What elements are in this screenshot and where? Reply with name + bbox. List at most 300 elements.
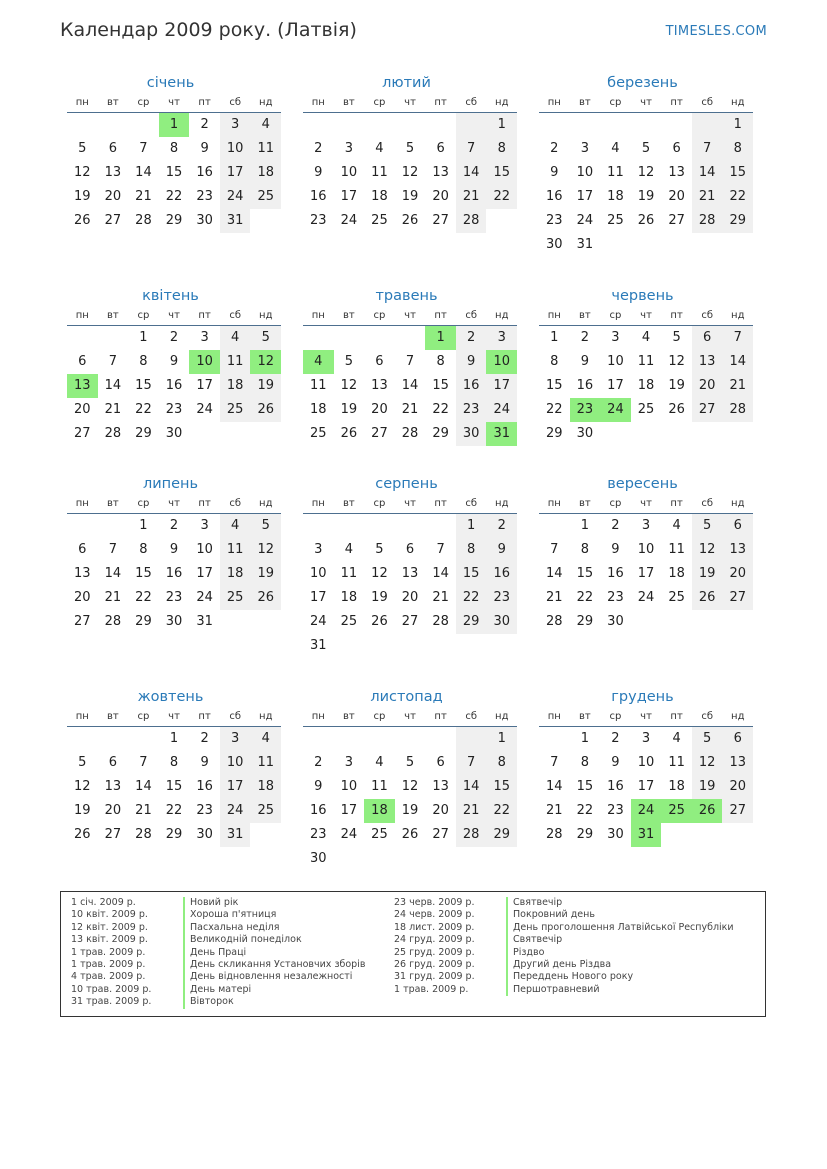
month-6 [532,285,753,446]
day-cell: 19 [250,562,281,586]
week-row [303,847,517,871]
day-cell: 15 [135,378,152,393]
holiday-day: 13 [67,374,98,398]
weekday-label: вт [107,97,119,108]
day-cell: 27 [432,213,449,228]
legend-holiday-name: Покровний день [513,909,595,921]
day-cell: 13 [692,350,723,374]
day-cell: 3 [344,141,353,156]
empty-day [600,113,631,137]
week-row [539,233,753,257]
day-grid [303,514,517,658]
empty-day [334,727,365,751]
legend-date: 23 черв. 2009 р. [394,897,475,908]
week-row [67,562,281,586]
day-cell: 1 [456,514,487,538]
day-cell: 20 [371,402,388,417]
legend-holiday-name: Святвечір [513,897,563,908]
weekday-label: чт [640,97,652,108]
day-cell: 12 [340,378,358,393]
day-cell: 11 [220,538,251,562]
weekday-label: чт [168,310,180,321]
day-grid [539,326,753,446]
day-cell: 24 [340,213,358,228]
day-cell: 6 [692,326,723,350]
week-row [303,350,517,374]
weekday-label: вт [107,310,119,321]
empty-day [364,727,395,751]
day-cell: 4 [611,141,620,156]
week-row [67,398,281,422]
day-cell: 24 [220,799,251,823]
day-cell: 21 [432,590,449,605]
day-cell: 7 [456,751,487,775]
legend-row [394,959,734,971]
day-cell: 17 [637,566,655,581]
empty-day [722,823,753,847]
day-cell: 23 [456,398,487,422]
day-cell: 28 [104,614,122,629]
legend-date: 10 квіт. 2009 р. [71,909,148,921]
day-cell: 8 [456,538,487,562]
day-cell: 14 [692,161,723,185]
weekday-header [539,307,753,326]
week-row [539,823,753,847]
weekday-label: пн [311,711,325,722]
day-cell: 5 [375,542,384,557]
month-9 [532,473,753,634]
day-cell: 19 [401,189,419,204]
empty-day [722,233,753,257]
day-cell: 6 [78,542,87,557]
empty-day [395,634,426,658]
day-cell: 8 [139,354,148,369]
day-cell: 14 [456,775,487,799]
day-cell: 22 [576,590,594,605]
day-cell: 5 [250,514,281,538]
day-cell: 9 [456,350,487,374]
empty-day [486,634,517,658]
day-cell: 21 [401,402,419,417]
empty-day [395,727,426,751]
day-cell: 12 [637,165,655,180]
day-cell: 3 [641,731,651,746]
holiday-marker [506,971,508,983]
empty-day [692,233,723,257]
day-cell: 11 [371,779,388,794]
weekday-label: нд [259,310,273,321]
empty-day [722,422,753,446]
day-cell: 2 [314,755,323,770]
brand-link[interactable]: TIMESLES.COM [665,24,767,39]
day-cell: 11 [637,354,655,369]
day-cell: 17 [637,779,655,794]
empty-day [692,823,723,847]
week-row [303,610,517,634]
weekday-label: ср [137,310,150,321]
day-cell: 27 [74,614,91,629]
day-cell: 30 [310,851,327,866]
legend-date: 12 квіт. 2009 р. [71,921,148,933]
weekday-label: вт [579,97,591,108]
week-row [539,751,753,775]
week-row [539,113,753,137]
legend-row [71,934,365,946]
day-cell: 1 [580,731,589,746]
day-cell: 2 [611,518,620,533]
day-cell: 8 [169,141,179,156]
weekday-label: пн [311,97,325,108]
legend-holiday-name: Хороша п'ятниця [190,909,277,921]
month-name: липень [142,476,199,492]
empty-day [98,113,129,137]
day-cell: 10 [310,566,327,581]
legend-date: 13 квіт. 2009 р. [71,934,148,946]
week-row [67,610,281,634]
week-row [539,422,753,446]
day-cell: 11 [668,755,685,770]
day-cell: 9 [200,141,209,156]
weekday-label: пт [670,97,683,108]
day-cell: 30 [165,614,183,629]
day-cell: 10 [220,137,251,161]
day-cell: 26 [371,614,388,629]
holiday-marker [506,897,508,909]
day-cell: 7 [550,542,559,557]
holiday-marker [506,947,508,959]
day-cell: 5 [78,141,87,156]
empty-day [250,422,281,446]
day-cell: 10 [340,779,358,794]
weekday-label: сб [701,310,714,321]
day-cell: 9 [580,354,589,369]
day-cell: 24 [196,402,213,417]
week-row [303,185,517,209]
day-cell: 1 [139,518,148,533]
month-3 [532,72,753,257]
day-cell: 7 [108,542,117,557]
weekday-label: сб [701,711,714,722]
day-cell: 28 [135,827,152,842]
empty-day [425,514,456,538]
day-cell: 7 [139,755,148,770]
holiday-day: 4 [303,350,334,374]
day-cell: 28 [546,614,563,629]
legend-holiday-name: Вівторок [190,996,234,1008]
day-cell: 25 [250,799,281,823]
empty-day [303,727,334,751]
week-row [539,562,753,586]
day-cell: 28 [456,823,487,847]
weekday-label: пн [547,711,561,722]
weekday-header [67,495,281,514]
day-cell: 29 [486,823,517,847]
holiday-marker [183,996,185,1008]
day-cell: 14 [401,378,419,393]
holiday-day: 1 [425,326,456,350]
day-cell: 5 [692,514,723,538]
week-row [539,137,753,161]
day-cell: 12 [401,165,419,180]
day-cell: 3 [220,727,251,751]
day-cell: 8 [550,354,559,369]
day-cell: 23 [165,402,183,417]
legend-holiday-name: Переддень Нового року [513,971,634,983]
empty-day [722,610,753,634]
day-cell: 30 [546,237,563,252]
empty-day [334,326,365,350]
day-cell: 28 [432,614,449,629]
holiday-marker [183,934,185,946]
weekday-label: ср [373,97,386,108]
day-cell: 7 [139,141,148,156]
week-row [303,586,517,610]
day-cell: 27 [722,586,753,610]
holiday-day: 23 [570,398,601,422]
empty-day [98,727,129,751]
month-name: вересень [607,476,678,492]
weekday-label: нд [495,498,509,509]
week-row [539,538,753,562]
day-cell: 28 [456,209,487,233]
month-8 [296,473,517,658]
day-cell: 19 [371,590,388,605]
month-name: листопад [370,689,443,705]
empty-day [486,209,517,233]
empty-day [395,113,426,137]
day-cell: 13 [74,566,91,581]
week-row [539,727,753,751]
week-row [303,209,517,233]
day-cell: 4 [672,731,681,746]
weekday-header [539,495,753,514]
week-row [67,161,281,185]
day-cell: 5 [344,354,353,369]
week-row [539,586,753,610]
day-cell: 5 [405,755,415,770]
day-cell: 21 [692,185,723,209]
day-cell: 29 [576,614,594,629]
page-title: Календар 2009 року. (Латвія) [60,19,357,41]
day-cell: 6 [375,354,384,369]
day-cell: 15 [486,161,517,185]
weekday-label: сб [229,97,242,108]
holiday-marker [183,897,185,909]
day-cell: 13 [432,779,449,794]
weekday-label: пн [75,711,89,722]
weekday-label: чт [168,498,180,509]
day-cell: 2 [314,141,323,156]
day-cell: 17 [576,189,594,204]
day-cell: 6 [722,727,753,751]
day-cell: 27 [722,799,753,823]
weekday-label: пт [434,310,447,321]
legend-holiday-name: День відновлення незалежності [190,971,353,983]
day-cell: 2 [169,330,179,345]
day-cell: 22 [722,185,753,209]
empty-day [631,113,662,137]
holiday-marker [183,971,185,983]
week-row [539,374,753,398]
week-row [303,326,517,350]
week-row [539,799,753,823]
weekday-label: сб [465,498,478,509]
empty-day [631,610,662,634]
empty-day [425,113,456,137]
day-cell: 11 [340,566,358,581]
legend-date: 24 черв. 2009 р. [394,909,475,921]
holiday-day: 12 [250,350,281,374]
day-cell: 16 [486,562,517,586]
day-cell: 21 [135,189,152,204]
week-row [303,161,517,185]
day-cell: 9 [200,755,209,770]
day-cell: 6 [108,755,117,770]
month-7 [60,473,281,634]
day-cell: 3 [611,330,620,345]
day-cell: 22 [576,803,594,818]
weekday-label: ср [137,97,150,108]
empty-day [303,326,334,350]
day-cell: 30 [165,426,183,441]
holiday-day: 31 [486,422,517,446]
day-cell: 26 [250,586,281,610]
day-cell: 19 [74,803,91,818]
day-cell: 7 [456,137,487,161]
legend-holiday-name: День Праці [190,946,247,958]
day-cell: 19 [692,562,723,586]
month-name: серпень [375,476,438,492]
weekday-label: вт [579,711,591,722]
weekday-label: пн [75,310,89,321]
weekday-label: вт [579,310,591,321]
day-cell: 7 [722,326,753,350]
empty-day [692,422,723,446]
empty-day [631,422,662,446]
day-grid [67,514,281,634]
holiday-day: 10 [189,350,220,374]
day-cell: 14 [546,566,563,581]
day-cell: 10 [196,542,213,557]
day-cell: 19 [668,378,685,393]
weekday-label: вт [343,310,355,321]
day-cell: 7 [108,354,117,369]
day-cell: 19 [637,189,655,204]
day-cell: 9 [169,354,179,369]
legend-date: 4 трав. 2009 р. [71,971,146,983]
holiday-marker [506,959,508,971]
holiday-day: 25 [661,799,692,823]
day-cell: 12 [692,538,723,562]
day-cell: 13 [722,538,753,562]
day-cell: 25 [371,213,388,228]
day-grid [539,514,753,634]
empty-day [395,326,426,350]
weekday-label: чт [404,711,416,722]
legend-row [71,897,365,909]
day-cell: 16 [165,378,183,393]
day-cell: 31 [196,614,213,629]
day-cell: 18 [310,402,327,417]
legend-holiday-name: Різдво [513,946,545,958]
weekday-label: нд [259,97,273,108]
empty-day [67,727,98,751]
weekday-label: ср [609,711,622,722]
day-cell: 4 [344,542,353,557]
week-row [67,799,281,823]
day-cell: 2 [611,731,620,746]
day-cell: 20 [74,402,91,417]
legend-holiday-name: День матері [190,983,252,995]
day-cell: 15 [165,165,183,180]
day-cell: 9 [314,165,323,180]
empty-day [250,610,281,634]
day-cell: 21 [104,590,122,605]
legend-row [71,959,365,971]
day-cell: 26 [637,213,655,228]
empty-day [98,514,129,538]
week-row [67,209,281,233]
day-cell: 9 [486,538,517,562]
weekday-label: чт [404,310,416,321]
day-cell: 30 [576,426,594,441]
legend-date: 24 груд. 2009 р. [394,934,475,946]
legend-holiday-name: День проголошення Латвійської Республіки [513,921,734,933]
day-cell: 27 [432,827,449,842]
month-name: січень [146,75,195,91]
empty-day [189,422,220,446]
empty-day [539,727,570,751]
weekday-label: ср [137,711,150,722]
day-cell: 25 [310,426,327,441]
legend-date: 1 трав. 2009 р. [71,958,146,970]
day-cell: 9 [550,165,559,180]
legend-date: 25 груд. 2009 р. [394,946,475,958]
weekday-label: пн [311,498,325,509]
day-cell: 3 [314,542,323,557]
weekday-label: чт [404,498,416,509]
day-grid [539,113,753,257]
day-cell: 23 [546,213,563,228]
day-cell: 20 [692,374,723,398]
day-cell: 4 [375,755,384,770]
week-row [67,538,281,562]
day-cell: 15 [576,566,594,581]
weekday-label: нд [259,711,273,722]
week-row [303,562,517,586]
day-cell: 10 [607,354,624,369]
day-cell: 1 [139,330,148,345]
week-row [303,538,517,562]
empty-day [661,233,692,257]
day-cell: 16 [165,566,183,581]
weekday-label: пт [670,711,683,722]
month-11 [296,686,517,871]
empty-day [220,422,251,446]
day-cell: 18 [220,374,251,398]
legend-holiday-name: Пасхальна неділя [190,921,280,933]
day-cell: 5 [692,727,723,751]
weekday-label: пт [198,711,211,722]
day-cell: 2 [169,518,179,533]
week-row [539,209,753,233]
weekday-label: ср [373,711,386,722]
day-cell: 29 [135,614,152,629]
day-cell: 30 [456,422,487,446]
month-name: травень [375,288,438,304]
empty-day [600,233,631,257]
week-row [67,422,281,446]
